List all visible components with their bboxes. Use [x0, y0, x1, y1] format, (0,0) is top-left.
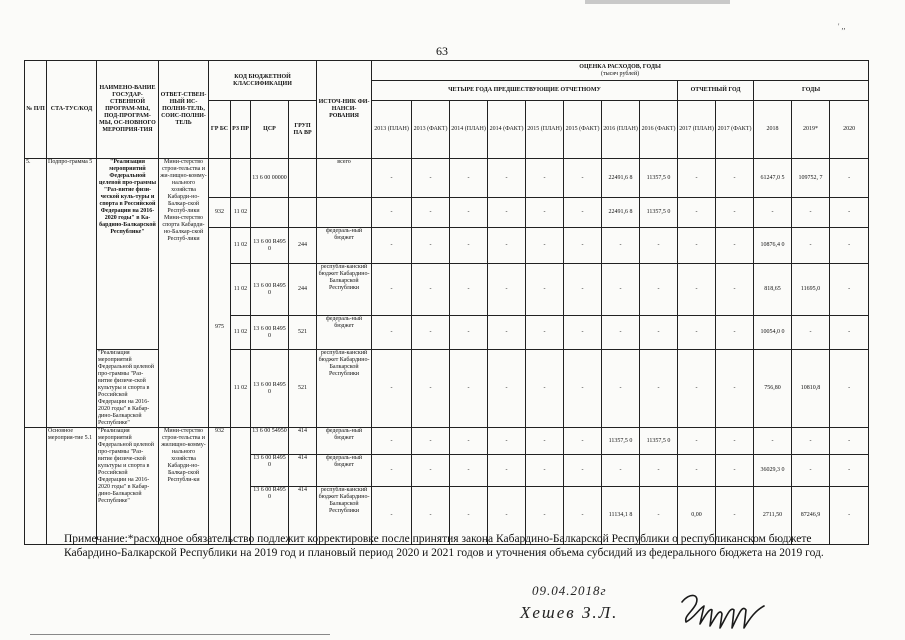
cell-value: -: [716, 228, 754, 264]
cell-value: -: [450, 350, 488, 428]
cell-value: -: [830, 428, 869, 455]
cell-value: -: [640, 350, 678, 428]
cell-value: -: [412, 428, 450, 455]
cell-value: -: [372, 159, 412, 198]
cell-source: республи-канский бюджет Кабардино-Балкарской Республики: [317, 350, 372, 428]
cell-value: -: [372, 228, 412, 264]
cell-value: 36029,3 0: [754, 455, 792, 487]
cell-value: -: [564, 428, 602, 455]
cell-value: -: [488, 455, 526, 487]
cell-value: -: [602, 455, 640, 487]
cell-rzpr: 11 02: [231, 264, 251, 316]
cell-value: -: [372, 455, 412, 487]
cell-value: -: [716, 159, 754, 198]
cell-value: -: [488, 228, 526, 264]
cell-value: -: [830, 264, 869, 316]
top-edge-smudge: [585, 0, 730, 4]
row-name: "Реализация мероприятий Федеральной целевой про-граммы "Раз-витие физиче-ской культуры и спорта в Российской Федерации на 2016-2020 годы" в Кабар-дино-Балкарской Республике": [97, 350, 159, 428]
cell-value: 2711,50: [754, 487, 792, 545]
cell-value: -: [830, 316, 869, 350]
cell-value: -: [678, 264, 716, 316]
cell-value: -: [678, 159, 716, 198]
cell-source: федераль-ный бюджет: [317, 316, 372, 350]
cell-vr: 244: [289, 264, 317, 316]
cell-value: 61247,0 5: [754, 159, 792, 198]
header-2014-plan: 2014 (ПЛАН): [450, 101, 488, 159]
cell-value: -: [488, 264, 526, 316]
cell-value: -: [526, 455, 564, 487]
header-budget-code: КОД БЮДЖЕТНОЙ КЛАССИФИКАЦИИ: [209, 61, 317, 101]
cell-value: -: [564, 264, 602, 316]
cell-value: -: [602, 264, 640, 316]
cell-value: -: [488, 350, 526, 428]
cell-value: -: [564, 487, 602, 545]
cell-value: -: [372, 350, 412, 428]
cell-value: 109752, 7: [792, 159, 830, 198]
cell-value: -: [678, 455, 716, 487]
cell-value: -: [526, 228, 564, 264]
row-status: Основное мероприя-тие 5.1: [47, 428, 97, 545]
header-2019: 2019*: [792, 101, 830, 159]
cell-value: -: [564, 455, 602, 487]
cell-value: -: [450, 487, 488, 545]
cell-value: -: [716, 198, 754, 228]
cell-value: -: [526, 487, 564, 545]
footnote: Примечание:*расходное обязательство подлежит корректировке после принятия закона Кабардино-Балкарской Республики о республиканском бюджете Кабардино-Балкарской Республики на 2019 год и плановый период 2020 и 2021 годов и уточнения объема субсидий из федерального бюджета на 2019 год.: [64, 533, 824, 559]
cell-vr: 414: [289, 487, 317, 545]
cell-value: 11357,5 0: [640, 159, 678, 198]
cell-value: -: [640, 487, 678, 545]
cell-value: -: [564, 159, 602, 198]
cell-vr: 244: [289, 228, 317, 264]
cell-csr: [251, 198, 289, 228]
cell-value: -: [678, 316, 716, 350]
header-estimate-title: ОЦЕНКА РАСХОДОВ, ГОДЫ: [579, 63, 661, 70]
row-status: Подпро-грамма 5: [47, 159, 97, 428]
table-row: [25, 159, 869, 198]
cell-vr: 521: [289, 316, 317, 350]
cell-value: 0,00: [678, 487, 716, 545]
cell-value: -: [830, 159, 869, 198]
cell-value: -: [830, 350, 869, 428]
cell-rzpr: 11 02: [231, 350, 251, 428]
handwritten-name: Хешев З.Л.: [520, 603, 619, 622]
cell-value: -: [526, 159, 564, 198]
cell-value: -: [602, 316, 640, 350]
cell-value: 756,80: [754, 350, 792, 428]
cell-value: -: [412, 350, 450, 428]
cell-value: -: [716, 487, 754, 545]
header-2016-fact: 2016 (ФАКТ): [640, 101, 678, 159]
cell-value: -: [792, 228, 830, 264]
header-estimate-units: (тысяч рублей): [600, 70, 640, 77]
cell-value: -: [640, 264, 678, 316]
cell-value: -: [412, 487, 450, 545]
row-number: 5.: [25, 159, 47, 428]
cell-value: -: [372, 198, 412, 228]
cell-value: -: [526, 350, 564, 428]
cell-value: -: [564, 228, 602, 264]
cell-value: 11357,5 0: [602, 428, 640, 455]
cell-value: -: [450, 428, 488, 455]
header-2013-plan: 2013 (ПЛАН): [372, 101, 412, 159]
cell-value: 22491,6 8: [602, 198, 640, 228]
cell-value: -: [526, 316, 564, 350]
cell-grbs: 932: [209, 428, 231, 545]
header-csr: ЦСР: [251, 101, 289, 159]
header-row-1: [25, 61, 869, 81]
cell-value: -: [450, 455, 488, 487]
cell-csr: 13 6 00 00000: [251, 159, 289, 198]
cell-value: -: [450, 228, 488, 264]
cell-value: -: [412, 316, 450, 350]
cell-csr: 13 6 00 R495 0: [251, 316, 289, 350]
header-status: СТА-ТУС/КОД: [47, 61, 97, 159]
cell-rzpr: 11 02: [231, 228, 251, 264]
cell-csr: 13 6 00 R495 0: [251, 350, 289, 428]
header-num: № П/П: [25, 61, 47, 159]
header-four-years: ЧЕТЫРЕ ГОДА ПРЕДШЕСТВУЮЩИЕ ОТЧЕТНОМУ: [372, 81, 678, 101]
cell-value: -: [678, 428, 716, 455]
cell-value: -: [716, 264, 754, 316]
budget-table: [24, 60, 869, 545]
cell-source: федераль-ный бюджет: [317, 428, 372, 455]
cell-value: -: [412, 264, 450, 316]
cell-value: 10810,8: [792, 350, 830, 428]
cell-value: -: [678, 228, 716, 264]
cell-value: -: [412, 159, 450, 198]
cell-value: -: [450, 316, 488, 350]
row-number: [25, 428, 47, 545]
cell-value: -: [640, 455, 678, 487]
cell-value: 10876,4 0: [754, 228, 792, 264]
header-2016-plan: 2016 (ПЛАН): [602, 101, 640, 159]
cell-rzpr: 11 02: [231, 198, 251, 228]
cell-value: 87246,9: [792, 487, 830, 545]
header-name: НАИМЕНО-ВАНИЕ ГОСУДАР-СТВЕННОЙ ПРОГРАМ-МЫ, ПОД-ПРОГРАМ-МЫ, ОС-НОВНОГО МЕРОПРИЯ-ТИЯ: [97, 61, 159, 159]
cell-csr: 13 6 00 R495 0: [251, 455, 289, 487]
cell-value: -: [412, 455, 450, 487]
cell-value: -: [526, 264, 564, 316]
cell-value: 11357,5 0: [640, 198, 678, 228]
cell-csr: 13 6 00 R495 0: [251, 487, 289, 545]
cell-source: республи-канский бюджет Кабардино-Балкарской Республики: [317, 487, 372, 545]
cell-value: -: [716, 428, 754, 455]
cell-value: -: [602, 350, 640, 428]
cell-grbs: 932: [209, 198, 231, 228]
header-source: ИСТОЧ-НИК ФИ-НАНСИ-РОВАНИЯ: [317, 61, 372, 159]
cell-value: -: [564, 316, 602, 350]
cell-value: -: [792, 316, 830, 350]
cell-value: -: [488, 198, 526, 228]
header-years: ГОДЫ: [754, 81, 869, 101]
cell-grbs: [209, 159, 231, 198]
cell-value: -: [372, 316, 412, 350]
cell-rzpr: [231, 159, 251, 198]
cell-value: -: [526, 428, 564, 455]
table-row: [25, 428, 869, 455]
cell-value: -: [526, 198, 564, 228]
cell-value: 818,65: [754, 264, 792, 316]
row-name: "Реализация мероприятий Федеральной целевой про-граммы "Раз-витие физиче-ской культуры и спорта в Российской Федерации на 2016-2020 годы" в Кабар-дино-Балкарской Республике": [97, 428, 159, 545]
cell-value: -: [412, 228, 450, 264]
table-row: [25, 350, 869, 428]
cell-rzpr: [231, 428, 251, 545]
header-rzpr: РЗ ПР: [231, 101, 251, 159]
cell-source: федераль-ный бюджет: [317, 455, 372, 487]
cell-vr: 414: [289, 428, 317, 455]
signature: [676, 588, 771, 633]
cell-value: -: [716, 350, 754, 428]
cell-value: -: [640, 316, 678, 350]
cell-value: -: [412, 198, 450, 228]
header-2015-fact: 2015 (ФАКТ): [564, 101, 602, 159]
cell-value: 10054,0 0: [754, 316, 792, 350]
cell-source: всего: [317, 159, 372, 198]
bottom-rule: [30, 634, 330, 635]
cell-value: -: [830, 487, 869, 545]
cell-value: -: [488, 316, 526, 350]
cell-csr: 13 6 00 R495 0: [251, 228, 289, 264]
cell-csr: 13 6 00 54950: [251, 428, 289, 455]
header-estimate: [372, 61, 869, 81]
cell-value: -: [488, 428, 526, 455]
cell-value: -: [564, 198, 602, 228]
cell-value: -: [792, 428, 830, 455]
header-responsible: ОТВЕТ-СТВЕН-НЫЙ ИС-ПОЛНИ-ТЕЛЬ, СОИС-ПОЛНИ-ТЕЛЬ: [159, 61, 209, 159]
cell-value: -: [372, 428, 412, 455]
cell-value: -: [488, 487, 526, 545]
cell-value: -: [372, 264, 412, 316]
cell-vr: 521: [289, 350, 317, 428]
header-2017-plan: 2017 (ПЛАН): [678, 101, 716, 159]
page-number: 63: [436, 44, 448, 58]
cell-source: [317, 198, 372, 228]
cell-grbs: 975: [209, 228, 231, 428]
cell-value: 11695,0: [792, 264, 830, 316]
cell-value: -: [754, 428, 792, 455]
cell-value: -: [792, 198, 830, 228]
cell-rzpr: 11 02: [231, 316, 251, 350]
header-2017-fact: 2017 (ФАКТ): [716, 101, 754, 159]
cell-value: 11134,1 8: [602, 487, 640, 545]
cell-value: -: [488, 159, 526, 198]
cell-value: -: [678, 198, 716, 228]
cell-value: -: [564, 350, 602, 428]
cell-value: -: [372, 487, 412, 545]
cell-vr: [289, 159, 317, 198]
row-name: "Реализация мероприятий Федеральной целевой про-граммы "Раз-витие физи-ческой куль-туры и спорта в Российской Федерации на 2016-2020 годы" в Ка-бардино-Балкарской Республике": [97, 159, 159, 350]
cell-value: -: [830, 198, 869, 228]
header-2013-fact: 2013 (ФАКТ): [412, 101, 450, 159]
cell-value: -: [754, 198, 792, 228]
row-responsible: Мини-стерство строи-тельства и жилищно-комму-нального хозяйства Кабарди-но-Балкар-ской Республи-ки: [159, 428, 209, 545]
cell-value: -: [792, 455, 830, 487]
cell-value: 11357,5 0: [640, 428, 678, 455]
cell-value: -: [450, 264, 488, 316]
handwritten-date: 09.04.2018г: [532, 583, 607, 598]
row-responsible: Мини-стерство строи-тельства и жи-лищно-комму-нального хозяйства Кабарди-но-Балкар-ской Респуб-лики Мини-стерство спорта Кабарди-но-Балкар-ской Респуб-лики: [159, 159, 209, 428]
cell-value: -: [602, 228, 640, 264]
cell-value: -: [450, 198, 488, 228]
cell-value: -: [716, 455, 754, 487]
header-grbs: ГР БС: [209, 101, 231, 159]
cell-value: -: [716, 316, 754, 350]
corner-marks: ' ,,: [838, 22, 846, 31]
header-vr: ГРУП ПА ВР: [289, 101, 317, 159]
cell-value: -: [830, 455, 869, 487]
cell-source: республи-канский бюджет Кабардино-Балкарской Республики: [317, 264, 372, 316]
cell-value: -: [640, 228, 678, 264]
cell-value: 22491,6 8: [602, 159, 640, 198]
header-2014-fact: 2014 (ФАКТ): [488, 101, 526, 159]
header-2018: 2018: [754, 101, 792, 159]
header-2015-plan: 2015 (ПЛАН): [526, 101, 564, 159]
cell-value: -: [450, 159, 488, 198]
cell-value: -: [678, 350, 716, 428]
header-report-year: ОТЧЕТНЫЙ ГОД: [678, 81, 754, 101]
cell-vr: 414: [289, 455, 317, 487]
cell-vr: [289, 198, 317, 228]
cell-value: -: [830, 228, 869, 264]
cell-csr: 13 6 00 R495 0: [251, 264, 289, 316]
header-2020: 2020: [830, 101, 869, 159]
cell-source: федераль-ный бюджет: [317, 228, 372, 264]
